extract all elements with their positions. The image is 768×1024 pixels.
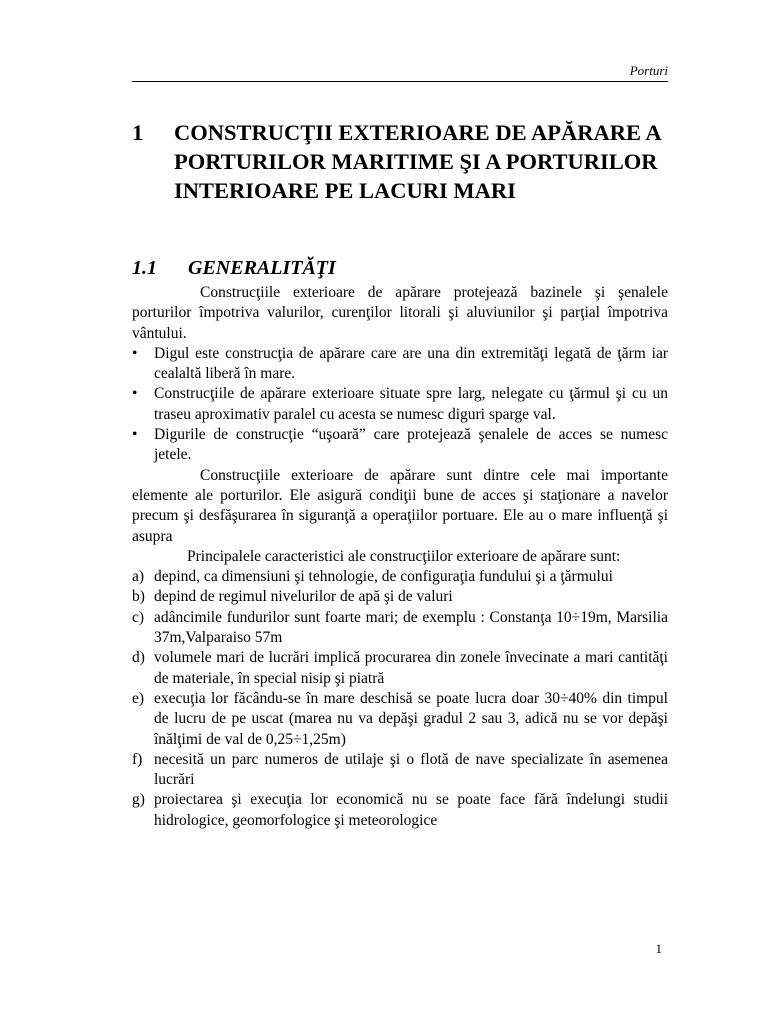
bullet-marker: • [132, 385, 138, 403]
item-label: c) [132, 608, 145, 626]
definitions-list [132, 344, 668, 466]
item-text: volumele mari de lucrări implică procurarea din zonele învecinate a mari cantităţi de materiale, în special nisip şi piatră [154, 649, 668, 687]
list-item [132, 689, 668, 750]
item-label: e) [132, 689, 145, 707]
item-label: f) [132, 750, 143, 768]
chapter-number: 1 [132, 120, 144, 145]
list-item [132, 567, 668, 587]
item-text: depind de regimul nivelurilor de apă şi de valuri [154, 588, 453, 606]
paragraph-intro: Construcţiile exterioare de apărare protejează bazinele şi şenalele porturilor împotriva valurilor, curenţilor litorali şi aluviunilor şi parţial împotriva vântului. [132, 284, 668, 342]
item-text: depind, ca dimensiuni şi tehnologie, de configuraţia fundului şi a ţărmului [154, 568, 613, 586]
list-item [132, 648, 668, 689]
list-item [132, 384, 668, 425]
item-label: d) [132, 649, 145, 667]
item-text: adâncimile fundurilor sunt foarte mari; de exemplu : Constanţa 10÷19m, Marsilia 37m,Valparaiso 57m [154, 608, 668, 647]
paragraph-importance: Construcţiile exterioare de apărare sunt dintre cele mai importante elemente ale porturilor. Ele asigură condiţii bune de acces şi staţionare a navelor precum şi desfăşurarea în siguranţă a operaţiilor portuare. Ele au o mare influenţă şi asupra [132, 466, 668, 545]
item-text: proiectarea şi execuţia lor economică nu se poate face fără îndelungi studii hidrologice, geomorfologice şi meteorologice [154, 791, 668, 829]
item-label: a) [132, 568, 145, 586]
characteristics-list [132, 567, 668, 831]
list-item [132, 750, 668, 791]
list-item [132, 344, 668, 385]
list-item [132, 608, 668, 649]
section-number: 1.1 [132, 257, 157, 279]
item-label: g) [132, 791, 145, 809]
list-item-text: Digurile de construcţie “uşoară” care protejează şenalele de acces se numesc jetele. [154, 426, 668, 464]
bullet-marker: • [132, 426, 138, 444]
list-item-text: Digul este construcţia de apărare care are una din extremităţi legată de ţărm iar cealaltă liberă în mare. [154, 344, 668, 383]
item-text: execuţia lor făcându-se în mare deschisă se poate lucra doar 30÷40% din timpul de lucru de pe uscat (marea nu va depăşi gradul 2 sau 3, adică nu se vor depăşi înălţimi de val de 0,25÷1,25m) [154, 689, 668, 748]
list-item [132, 587, 668, 607]
header-rule [132, 81, 668, 82]
list-item [132, 790, 668, 831]
bullet-marker: • [132, 344, 138, 362]
running-header: Porturi [629, 63, 668, 78]
page-number: 1 [655, 941, 662, 956]
section-title: GENERALITĂŢI [188, 257, 336, 279]
chapter-title: CONSTRUCŢII EXTERIOARE DE APĂRARE A PORTURILOR MARITIME ŞI A PORTURILOR INTERIOARE PE LACURI MARI [174, 120, 661, 203]
list-item-text: Construcţiile de apărare exterioare situate spre larg, nelegate cu ţărmul şi cu un traseu aproximativ paralel cu acesta se numesc diguri sparge val. [154, 385, 668, 423]
body-text [132, 283, 668, 831]
item-label: b) [132, 588, 145, 606]
paragraph-characteristics: Principalele caracteristici ale construcţiilor exterioare de apărare sunt: [187, 547, 621, 565]
list-item [132, 425, 668, 466]
item-text: necesită un parc numeros de utilaje şi o flotă de nave specializate în asemenea lucrări [154, 750, 668, 789]
